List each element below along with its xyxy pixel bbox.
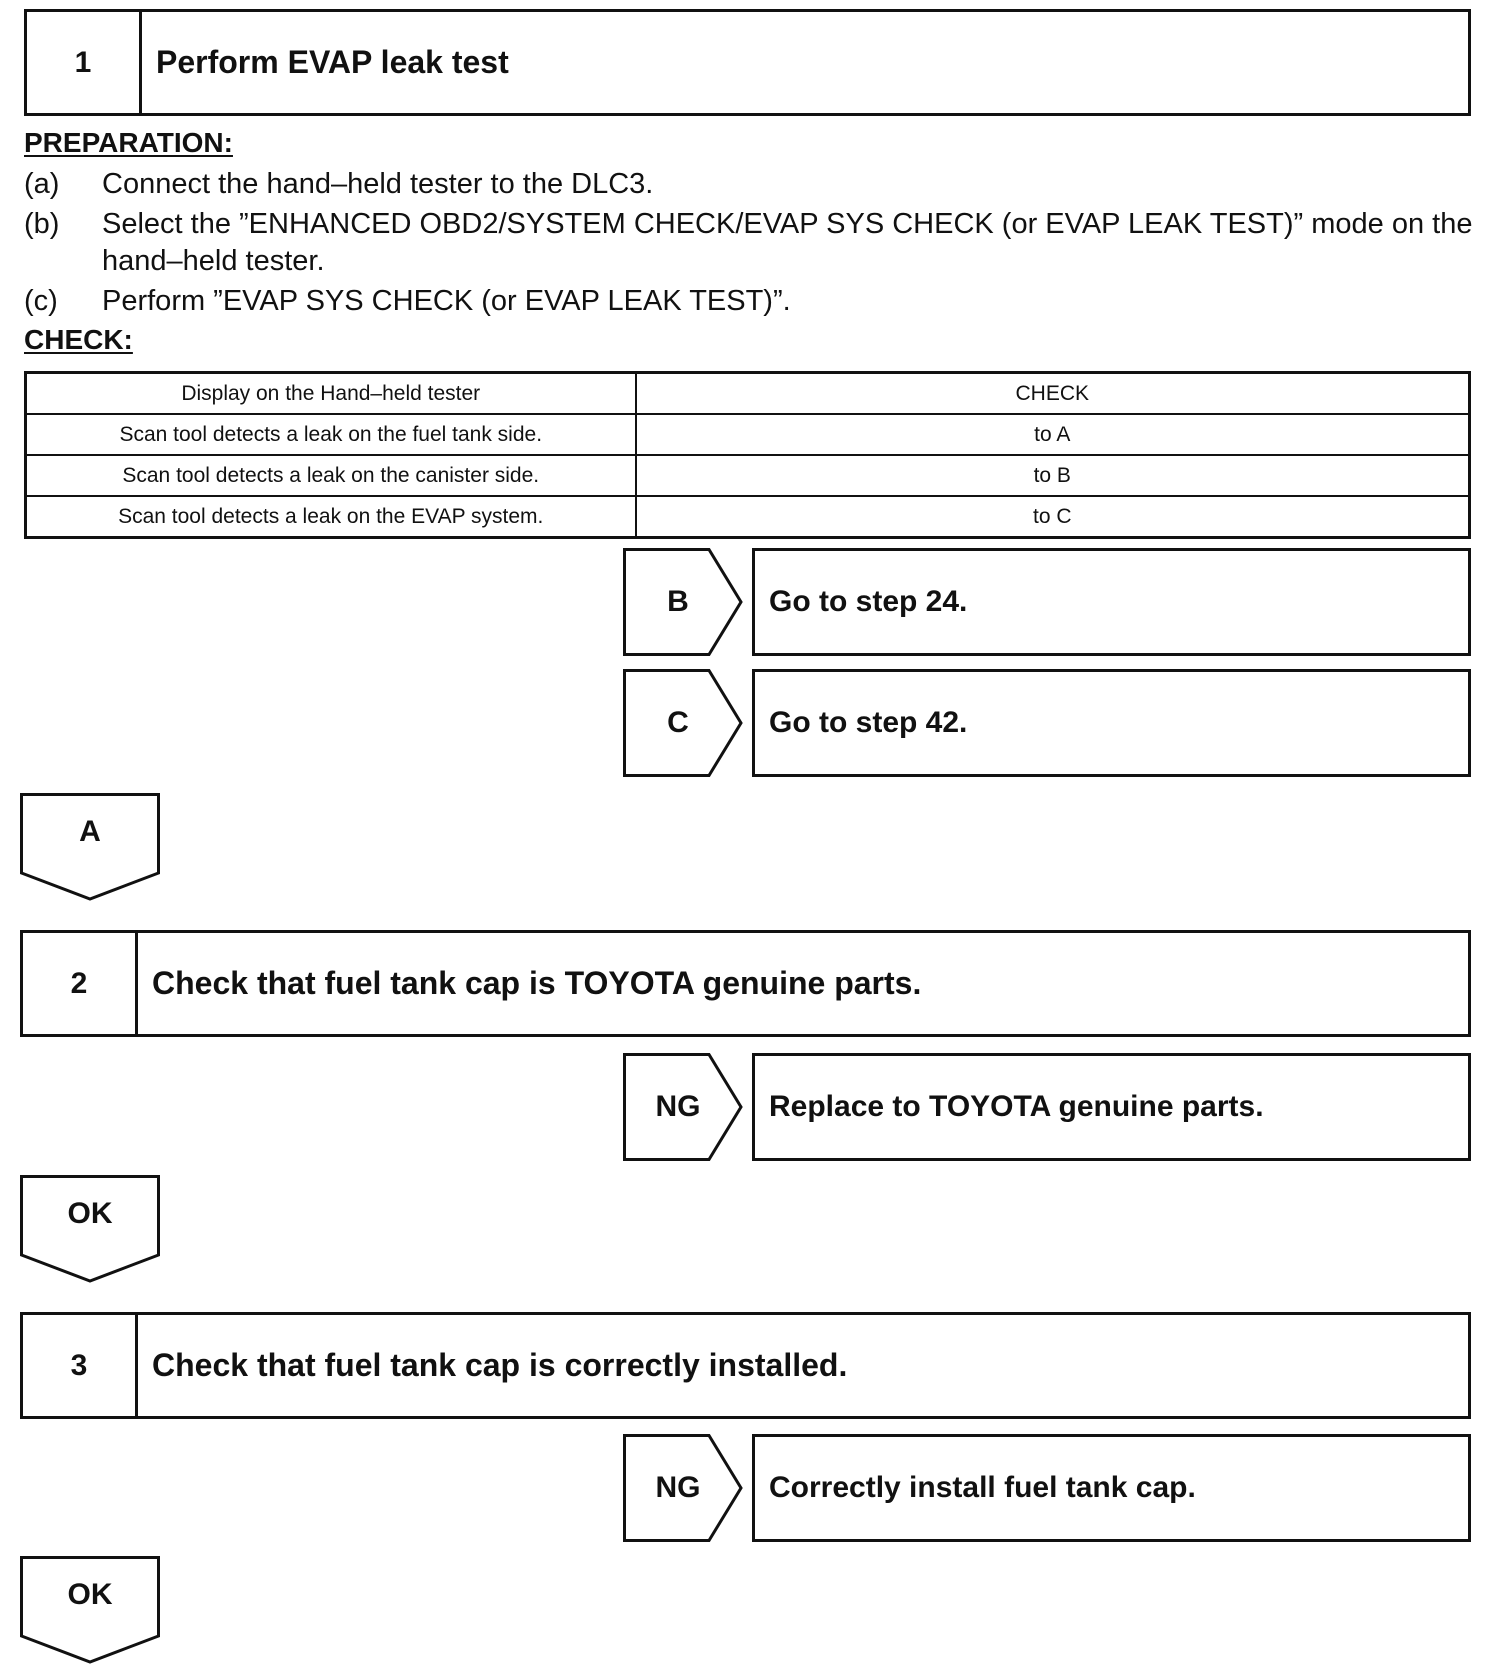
- step-number: 2: [23, 933, 138, 1034]
- table-row: [26, 496, 1470, 538]
- table-header-check: CHECK: [636, 373, 1470, 415]
- prep-item-text: Perform ”EVAP SYS CHECK (or EVAP LEAK TEST)”.: [102, 285, 791, 317]
- check-heading: CHECK:: [24, 324, 133, 355]
- prep-item-text: Connect the hand–held tester to the DLC3.: [102, 168, 654, 200]
- branch-label: B: [667, 585, 689, 618]
- step-2-header: [20, 930, 1471, 1037]
- branch-b-action: Go to step 24.: [752, 548, 1471, 656]
- prep-item-text: Select the ”ENHANCED OBD2/SYSTEM CHECK/EVAP SYS CHECK (or EVAP LEAK TEST)” mode on the hand–held tester.: [102, 208, 1473, 277]
- prep-item-a: [24, 166, 1484, 203]
- step-3-ng-arrow: [623, 1434, 743, 1542]
- branch-c-action: Go to step 42.: [752, 669, 1471, 777]
- step-3-ng-action: Correctly install fuel tank cap.: [752, 1434, 1471, 1542]
- step-2-ng-arrow: [623, 1053, 743, 1161]
- step-title: Check that fuel tank cap is correctly installed.: [152, 1347, 848, 1383]
- step-1-header: [24, 9, 1471, 116]
- prep-item-b: [24, 206, 1484, 280]
- branch-label: OK: [67, 1578, 113, 1611]
- table-cell-result: to B: [636, 455, 1470, 496]
- check-table: [24, 371, 1471, 539]
- step-number: 3: [23, 1315, 138, 1416]
- table-header-display: Display on the Hand–held tester: [26, 373, 636, 415]
- step-3-ok-arrow: [20, 1556, 160, 1664]
- step-2-ng-action: Replace to TOYOTA genuine parts.: [752, 1053, 1471, 1161]
- prep-item-label: (a): [24, 168, 60, 200]
- branch-label: NG: [655, 1471, 701, 1504]
- branch-label: C: [667, 706, 689, 739]
- prep-item-label: (b): [24, 208, 60, 240]
- table-header-row: [26, 373, 1470, 415]
- branch-label: A: [79, 815, 101, 848]
- step-title: Perform EVAP leak test: [156, 44, 509, 80]
- table-cell-display: Scan tool detects a leak on the EVAP system.: [26, 496, 636, 538]
- step-2-ok-arrow: [20, 1175, 160, 1283]
- prep-item-c: [24, 283, 1484, 320]
- branch-b-arrow: [623, 548, 743, 656]
- prep-item-label: (c): [24, 285, 58, 317]
- preparation-heading: PREPARATION:: [24, 127, 233, 158]
- branch-a-arrow: [20, 793, 160, 901]
- step-title: Check that fuel tank cap is TOYOTA genuine parts.: [152, 965, 922, 1001]
- table-cell-result: to C: [636, 496, 1470, 538]
- table-row: [26, 414, 1470, 455]
- branch-c-arrow: [623, 669, 743, 777]
- branch-label: NG: [655, 1090, 701, 1123]
- step-number: 1: [27, 12, 142, 113]
- table-cell-display: Scan tool detects a leak on the fuel tank side.: [26, 414, 636, 455]
- table-cell-display: Scan tool detects a leak on the canister side.: [26, 455, 636, 496]
- table-cell-result: to A: [636, 414, 1470, 455]
- branch-label: OK: [67, 1197, 113, 1230]
- step-3-header: [20, 1312, 1471, 1419]
- table-row: [26, 455, 1470, 496]
